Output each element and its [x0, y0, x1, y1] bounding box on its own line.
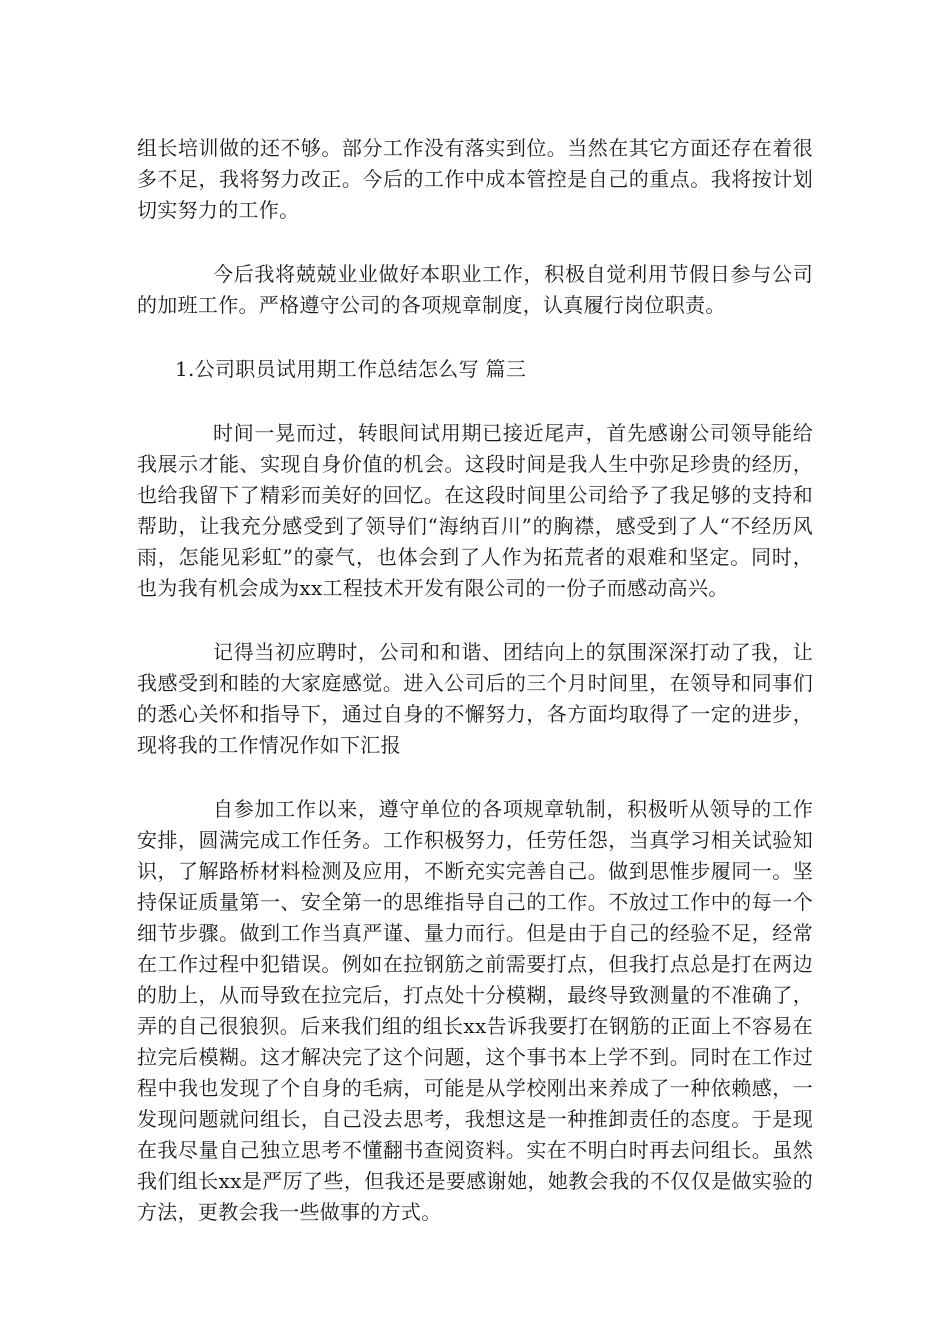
paragraph-2: 今后我将兢兢业业做好本职业工作，积极自觉利用节假日参与公司的加班工作。严格遵守公司的各项规章制度，认真履行岗位职责。: [137, 262, 813, 317]
document-body: [137, 133, 813, 1228]
paragraph-gap: [137, 385, 813, 418]
paragraph-5: 自参加工作以来，遵守单位的各项规章轨制，积极听从领导的工作安排，圆满完成工作任务。工作积极努力，任劳任怨，当真学习相关试验知识，了解路桥材料检测及应用，不断充实完善自己。做到思惟步履同一。坚持保证质量第一、安全第一的思维指导自己的工作。不放过工作中的每一个细节步骤。做到工作当真严谨、量力而行。但是由于自己的经验不足，经常在工作过程中犯错误。例如在拉钢筋之前需要打点，但我打点总是打在两边的肋上，从而导致在拉完后，打点处十分模糊，最终导致测量的不准确了，弄的自己很狼狈。后来我们组的组长xx告诉我要打在钢筋的正面上不容易在拉完后模糊。这才解决完了这个问题，这个事书本上学不到。同时在工作过程中我也发现了个自身的毛病，可能是从学校刚出来养成了一种依赖感，一发现问题就问组长，自己没去思考，我想这是一种推卸责任的态度。于是现在我尽量自己独立思考不懂翻书查阅资料。实在不明白时再去问组长。虽然我们组长xx是严厉了些，但我还是要感谢她，她教会我的不仅仅是做实验的方法，更教会我一些做事的方式。: [137, 797, 813, 1224]
paragraph-gap: [137, 226, 813, 259]
paragraph-gap: [137, 761, 813, 794]
paragraph-gap: [137, 321, 813, 354]
paragraph-3: 时间一晃而过，转眼间试用期已接近尾声，首先感谢公司领导能给我展示才能、实现自身价值的机会。这段时间是我人生中弥足珍贵的经历，也给我留下了精彩而美好的回忆。在这段时间里公司给予了我足够的支持和帮助，让我充分感受到了领导们“海纳百川”的胸襟，感受到了人“不经历风雨，怎能见彩虹”的豪气，也体会到了人作为拓荒者的艰难和坚定。同时，也为我有机会成为xx工程技术开发有限公司的一份子而感动高兴。: [137, 421, 813, 600]
section-heading: 1.公司职员试用期工作总结怎么写 篇三: [175, 357, 527, 381]
paragraph-4: 记得当初应聘时，公司和和谐、团结向上的氛围深深打动了我，让我感受到和睦的大家庭感觉。进入公司后的三个月时间里，在领导和同事们的悉心关怀和指导下，通过自身的不懈努力，各方面均取得了一定的进步，现将我的工作情况作如下汇报: [137, 640, 813, 757]
paragraph-gap: [137, 604, 813, 637]
paragraph-1: 组长培训做的还不够。部分工作没有落实到位。当然在其它方面还存在着很多不足，我将努力改正。今后的工作中成本管控是自己的重点。我将按计划切实努力的工作。: [137, 136, 813, 222]
